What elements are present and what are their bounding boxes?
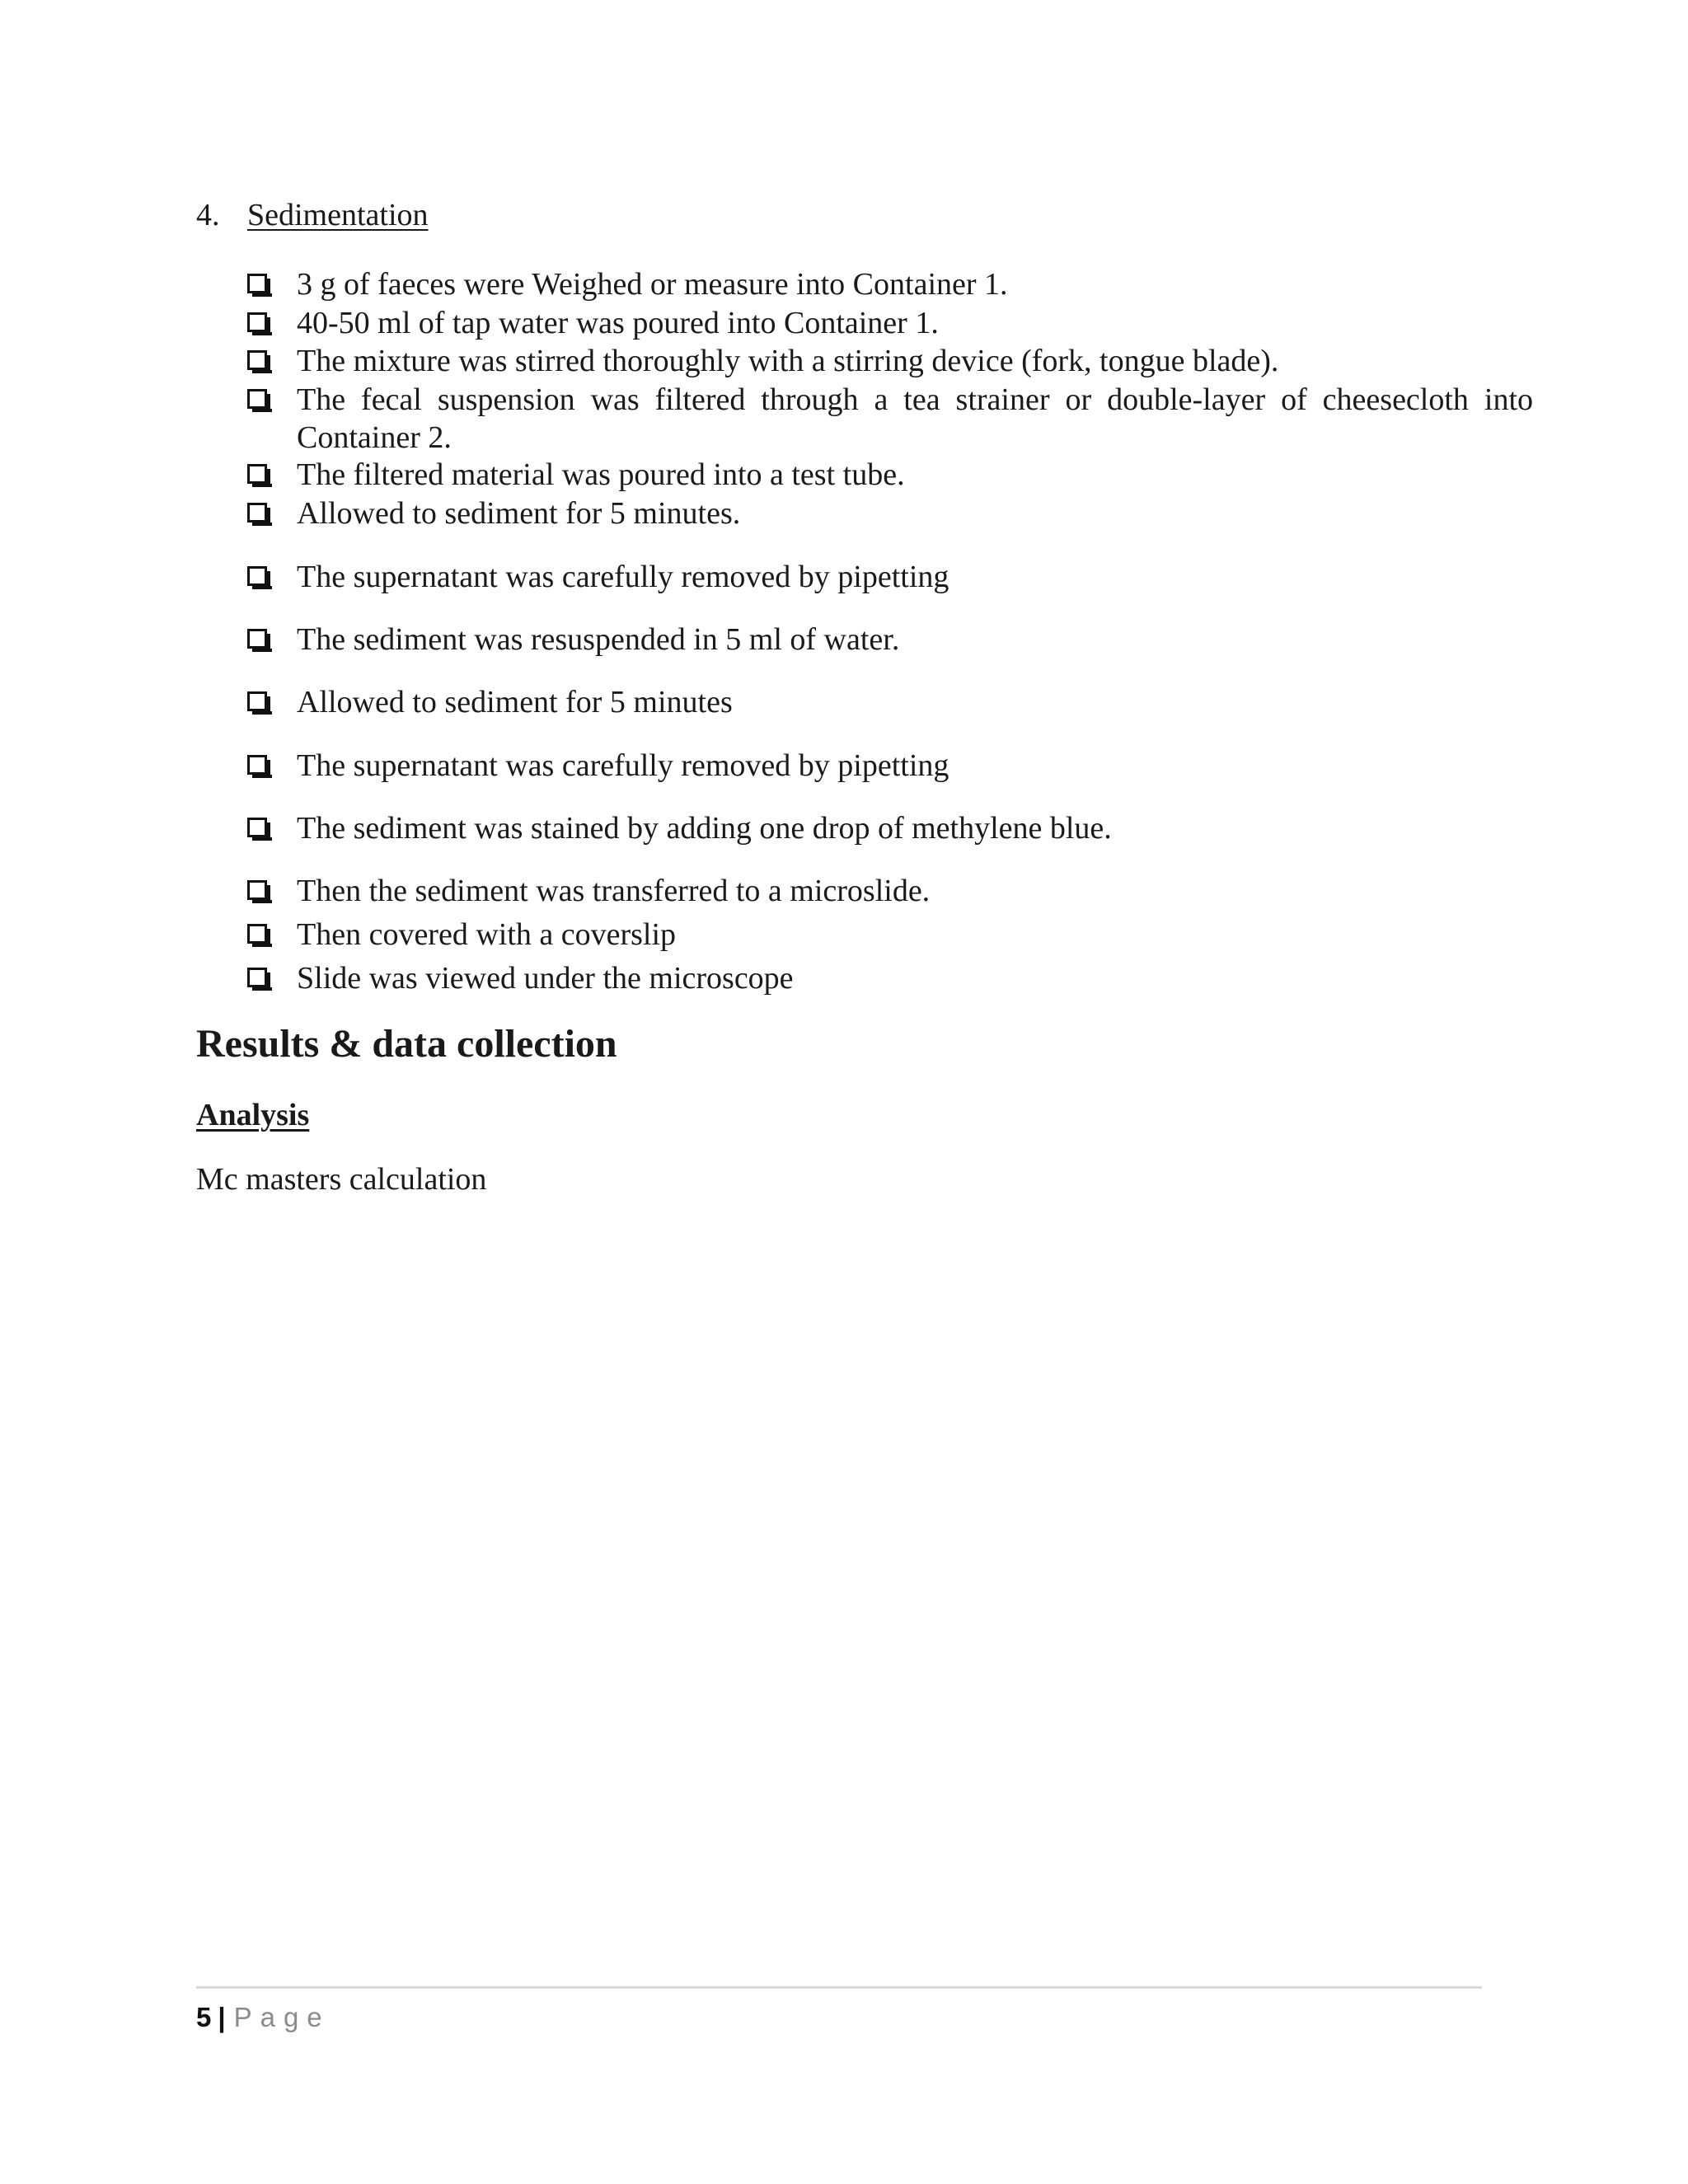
list-item-text: The sediment was resuspended in 5 ml of water. (297, 622, 900, 657)
list-item-text: The filtered material was poured into a test tube. (297, 457, 905, 492)
checkbox-icon (247, 880, 267, 900)
results-heading: Results & data collection (196, 1022, 617, 1066)
checkbox-icon (247, 274, 267, 293)
list-item-text: The mixture was stirred thoroughly with a stirring device (fork, tongue blade). (297, 344, 1279, 378)
checkbox-icon (247, 566, 267, 586)
list-item-text: Slide was viewed under the microscope (297, 961, 794, 996)
list-item-text: Then the sediment was transferred to a microslide. (297, 874, 931, 908)
checkbox-icon (247, 818, 267, 837)
checkbox-icon (247, 503, 267, 523)
analysis-heading: Analysis (196, 1098, 310, 1132)
list-item-text: Then covered with a coverslip (297, 917, 677, 952)
footer-separator: | (218, 2002, 226, 2032)
list-item-text: Allowed to sediment for 5 minutes. (297, 496, 741, 531)
section-heading (196, 196, 429, 234)
list-item-text: The supernatant was carefully removed by pipetting (297, 560, 950, 594)
section-number: 4. (196, 198, 220, 232)
checkbox-icon (247, 312, 267, 332)
list-item-text: The supernatant was carefully removed by pipetting (297, 748, 950, 783)
checkbox-icon (247, 464, 267, 484)
checkbox-icon (247, 629, 267, 649)
list-item-text: 3 g of faeces were Weighed or measure into Container 1. (297, 267, 1008, 302)
checkbox-icon (247, 755, 267, 775)
list-item-text: 40-50 ml of tap water was poured into Container 1. (297, 306, 939, 340)
section-title: Sedimentation (247, 198, 429, 232)
page-number: 5 (196, 2002, 212, 2032)
list-item-text: The fecal suspension was filtered through a tea strainer or double-layer of cheesecloth into Container 2. (297, 382, 1533, 455)
list-item-text: Allowed to sediment for 5 minutes (297, 685, 733, 719)
checkbox-icon (247, 968, 267, 987)
checkbox-icon (247, 924, 267, 944)
footer-divider (196, 1986, 1482, 1989)
checkbox-icon (247, 350, 267, 370)
page-label: Page (233, 2002, 331, 2032)
list-item-text: The sediment was stained by adding one drop of methylene blue. (297, 811, 1112, 846)
checkbox-icon (247, 389, 267, 409)
analysis-text: Mc masters calculation (196, 1162, 487, 1197)
page-footer (196, 2001, 331, 2034)
checkbox-icon (247, 691, 267, 711)
